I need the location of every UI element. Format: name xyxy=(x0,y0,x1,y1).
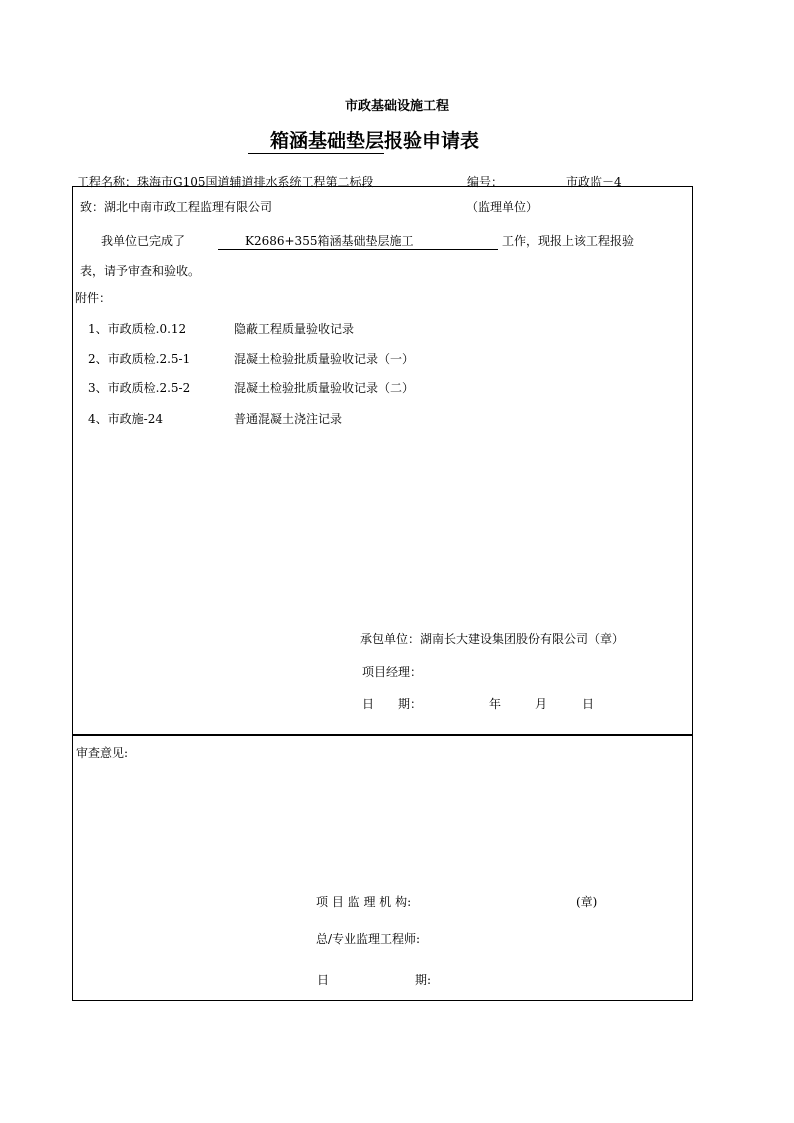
date-month: 月 xyxy=(535,697,548,711)
form-title-underlined: 箱涵基础垫层 xyxy=(248,126,384,154)
review-box xyxy=(72,735,693,1001)
attachment-code: 1、市政质检.0.12 xyxy=(88,322,187,336)
to-value: 湖北中南市政工程监理有限公司 xyxy=(104,200,273,214)
review-engineer-label: 总/专业监理工程师: xyxy=(316,932,421,946)
review-date-right: 期: xyxy=(415,973,432,987)
attachment-code: 3、市政质检.2.5-2 xyxy=(88,381,191,395)
attachment-code: 2、市政质检.2.5-1 xyxy=(88,352,191,366)
review-date-left: 日 xyxy=(317,973,330,987)
review-org-label: 项 目 监 理 机 构: xyxy=(316,895,412,909)
attachment-code: 4、市政施-24 xyxy=(88,412,163,426)
completed-work-underline xyxy=(218,249,498,250)
date-day: 日 xyxy=(582,697,595,711)
to-row xyxy=(80,198,272,215)
project-name: 珠海市G105国道辅道排水系统工程第二标段 xyxy=(137,175,374,189)
body-line2: 表，请予审查和验收。 xyxy=(80,264,201,278)
attachment-name: 混凝土检验批质量验收记录（二） xyxy=(234,381,415,395)
form-title xyxy=(248,126,479,154)
attachments-label: 附件： xyxy=(75,291,112,305)
attachment-name: 隐蔽工程质量验收记录 xyxy=(234,322,355,336)
form-title-rest: 报验申请表 xyxy=(384,130,480,152)
body-suffix: 工作，现报上该工程报验 xyxy=(502,234,635,248)
contractor-value: 湖南长大建设集团股份有限公司（章） xyxy=(420,632,625,646)
review-seal: (章) xyxy=(576,895,598,909)
date-year: 年 xyxy=(489,697,502,711)
contractor-row xyxy=(360,630,624,647)
completed-work-value: K2686+355箱涵基础垫层施工 xyxy=(245,234,414,248)
number-value: 市政监－4 xyxy=(566,175,622,189)
manager-label: 项目经理： xyxy=(362,665,423,679)
contractor-label: 承包单位： xyxy=(360,632,421,646)
body-prefix: 我单位已完成了 xyxy=(101,234,186,248)
project-label: 工程名称： xyxy=(77,175,138,189)
attachment-name: 普通混凝土浇注记录 xyxy=(234,412,343,426)
review-opinion-label: 审查意见: xyxy=(76,746,129,760)
org-title: 市政基础设施工程 xyxy=(344,99,449,114)
to-label: 致： xyxy=(80,200,105,214)
attachment-name: 混凝土检验批质量验收记录（一） xyxy=(234,352,415,366)
number-label: 编号： xyxy=(467,175,504,189)
supervisor-suffix: （监理单位） xyxy=(466,200,539,214)
date-label: 日 期： xyxy=(362,697,423,711)
